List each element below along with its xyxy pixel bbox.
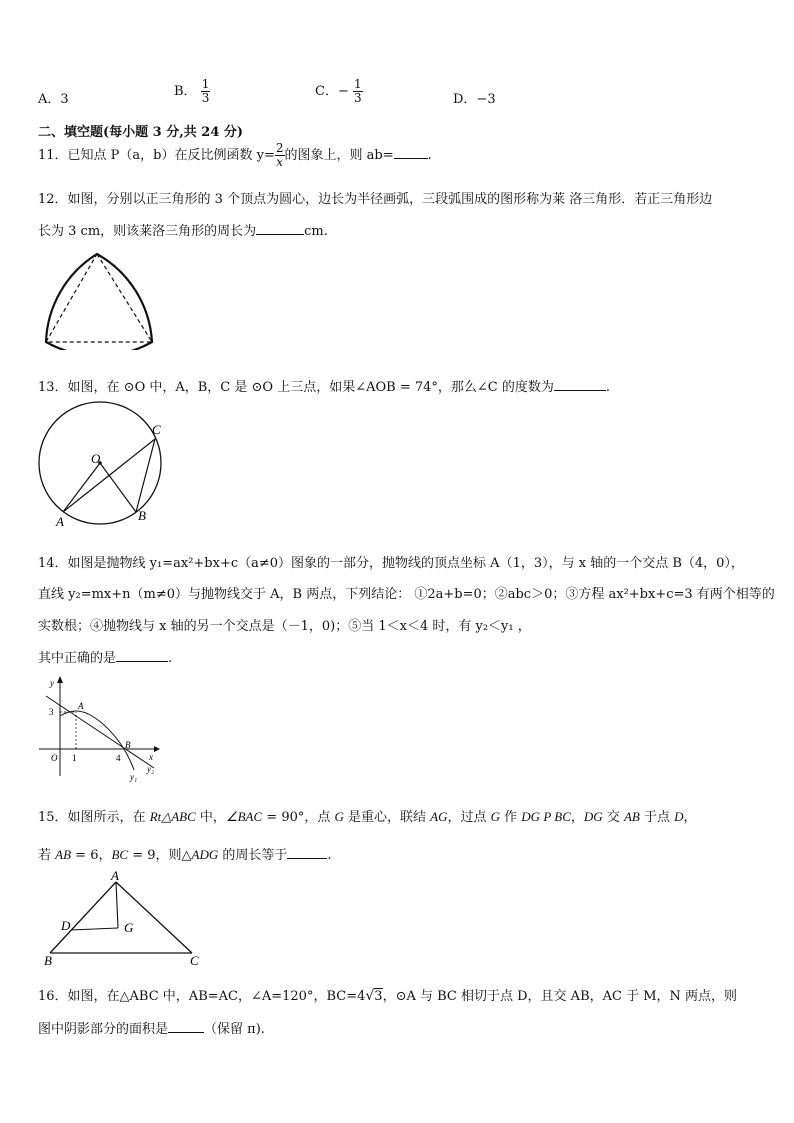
q13-answer-blank[interactable] [554,378,606,391]
sqrt-sign: √ [365,988,375,1004]
option-a: A．3 [38,92,69,107]
option-b-prefix: B． [174,84,197,99]
label-c: C [190,953,199,968]
q15-answer-blank[interactable] [287,846,327,859]
q15-l2-e: = 9，则△ [128,848,192,863]
q11-prefix: 11．已知点 P（a，b）在反比例函数 y= [38,148,275,163]
q11-end: . [427,148,432,163]
q15-l2-d: BC [111,847,129,862]
label-b: B [138,508,146,523]
q12-line2 [38,220,328,239]
option-b-den: 3 [201,91,210,105]
option-d: D．−3 [453,92,496,107]
graph-label-4: 4 [116,753,121,763]
q15-l1-l: DG P BC [521,809,571,824]
option-c [315,78,363,105]
option-b [174,78,210,105]
circle-figure [30,400,180,530]
q16-line1 [38,985,737,1004]
q15-l1-q: 于点 [639,810,675,825]
q15-l1-a: 15．如图所示，在 [38,810,150,825]
label-c: C [152,422,161,437]
q12-line2-suffix: cm. [304,224,328,239]
q14-answer-blank[interactable] [116,649,168,662]
q11-answer-blank[interactable] [394,146,428,159]
graph-label-a: A [78,701,84,711]
reuleaux-outline [46,254,152,350]
q15-l2-end: . [327,848,332,863]
option-c-fraction [353,78,363,105]
q15-l1-n: DG [583,809,603,824]
q12-line2-prefix: 长为 3 cm，则该莱洛三角形的周长为 [38,224,257,239]
q16-line2 [38,1018,265,1037]
label-g: G [124,920,134,935]
parabola-graph [36,672,166,782]
q13-end: . [605,380,610,395]
y-axis-arrow [57,676,63,683]
q12-answer-blank[interactable] [256,222,304,235]
q14-line3: 实数根；④抛物线与 x 轴的另一个交点是（－1，0)；⑤当 1＜x＜4 时，有 y₂＜y₁ ， [38,619,531,634]
q11-suffix: 的图象上，则 ab= [284,148,394,163]
segment-ob [100,463,136,512]
q15-l2-f: ADG [191,847,219,862]
side-ab [50,882,116,953]
q15-l1-g: 是重心，联结 [343,810,431,825]
x-axis-arrow [154,746,160,752]
label-d: D [61,918,71,933]
q11-fraction [275,142,285,169]
option-c-den: 3 [353,91,362,105]
q15-line1 [38,806,697,825]
q15-l1-k: 作 [500,810,522,825]
q16-line2-prefix: 图中阴影部分的面积是 [38,1022,169,1037]
q15-l1-r: D [674,809,684,824]
q15-l1-e: = 90°，点 [262,810,335,825]
q15-l1-f: G [334,809,344,824]
q15-l2-b: AB [55,847,72,862]
option-c-prefix: C．− [315,84,349,99]
q15-l1-i: ，过点 [447,810,491,825]
q16-answer-blank[interactable] [168,1020,204,1033]
graph-label-y: y [50,678,54,688]
q13-text: 13．如图，在 ⊙O 中，A，B，C 是 ⊙O 上三点，如果∠AOB = 74°，那么∠C 的度数为 [38,380,554,395]
segment-ac [63,439,155,512]
segment-ag [116,882,118,928]
q16-line2-suffix: （保留 π). [204,1022,265,1037]
label-a: A [111,868,119,883]
q11-frac-num: 2 [275,141,284,155]
q15-l1-b: Rt△ABC [149,809,196,824]
q16-sqrt-value: 3 [374,989,383,1004]
q14-line4-end: . [168,651,173,666]
q14-line4-prefix: 其中正确的是 [38,651,117,666]
triangle-abc-figure [40,868,210,968]
graph-label-y2: y₂ [147,764,155,774]
q14-line2: 直线 y₂=mx+n（m≠0）与抛物线交于 A，B 两点，下列结论： ①2a+b=0；②abc＞0；③方程 ax²+bx+c=3 有两个相等的 [38,587,775,602]
q15-l1-j: G [490,809,501,824]
q11-frac-den: x [276,155,284,169]
graph-label-x: x [149,752,153,762]
q15-l2-g: 的周长等于 [218,848,288,863]
inner-triangle-dashed [46,254,152,342]
section-heading: 二、填空题(每小题 3 分,共 24 分) [38,125,244,140]
segment-bc [136,439,155,512]
question-13 [38,376,610,395]
option-b-num: 1 [201,77,210,91]
q15-l1-p: AB [623,809,640,824]
q15-l1-h: AG [430,809,448,824]
label-o: O [91,451,101,466]
q14-line1: 14．如图是抛物线 y₁=ax²+bx+c（a≠0）图象的一部分，抛物线的顶点坐标 A（1，3），与 x 轴的一个交点 B（4，0）， [38,556,744,571]
q14-line4 [38,647,172,666]
q15-l1-s: ， [683,810,697,825]
q15-l1-d: ∠BAC [225,809,263,824]
q15-l2-c: = 6， [71,848,112,863]
q15-l1-c: 中， [195,810,226,825]
q16-line1-suffix: ，⊙A 与 BC 相切于点 D，且交 AB，AC 于 M，N 两点，则 [382,989,738,1004]
option-b-fraction [201,78,211,105]
q15-l2-a: 若 [38,848,56,863]
segment-dg [71,928,118,930]
label-a: A [56,514,64,529]
option-c-num: 1 [353,77,362,91]
q12-line1: 12．如图，分别以正三角形的 3 个顶点为圆心，边长为半径画弧，三段弧围成的图形称为莱 洛三角形．若正三角形边 [38,192,713,207]
line-y2 [46,696,154,768]
q15-l1-o: 交 [602,810,624,825]
graph-label-1: 1 [72,753,77,763]
q16-line1-prefix: 16．如图，在△ABC 中，AB=AC，∠A=120°，BC=4 [38,989,366,1004]
reuleaux-triangle-figure [40,250,160,350]
graph-label-o: O [51,753,58,763]
graph-label-y1: y₁ [130,772,138,782]
question-11 [38,142,432,169]
side-ac [116,882,192,953]
q15-l1-m: ， [570,810,584,825]
graph-label-3: 3 [49,707,54,717]
label-b: B [44,953,52,968]
graph-label-b: B [125,740,131,750]
q15-line2 [38,844,332,863]
